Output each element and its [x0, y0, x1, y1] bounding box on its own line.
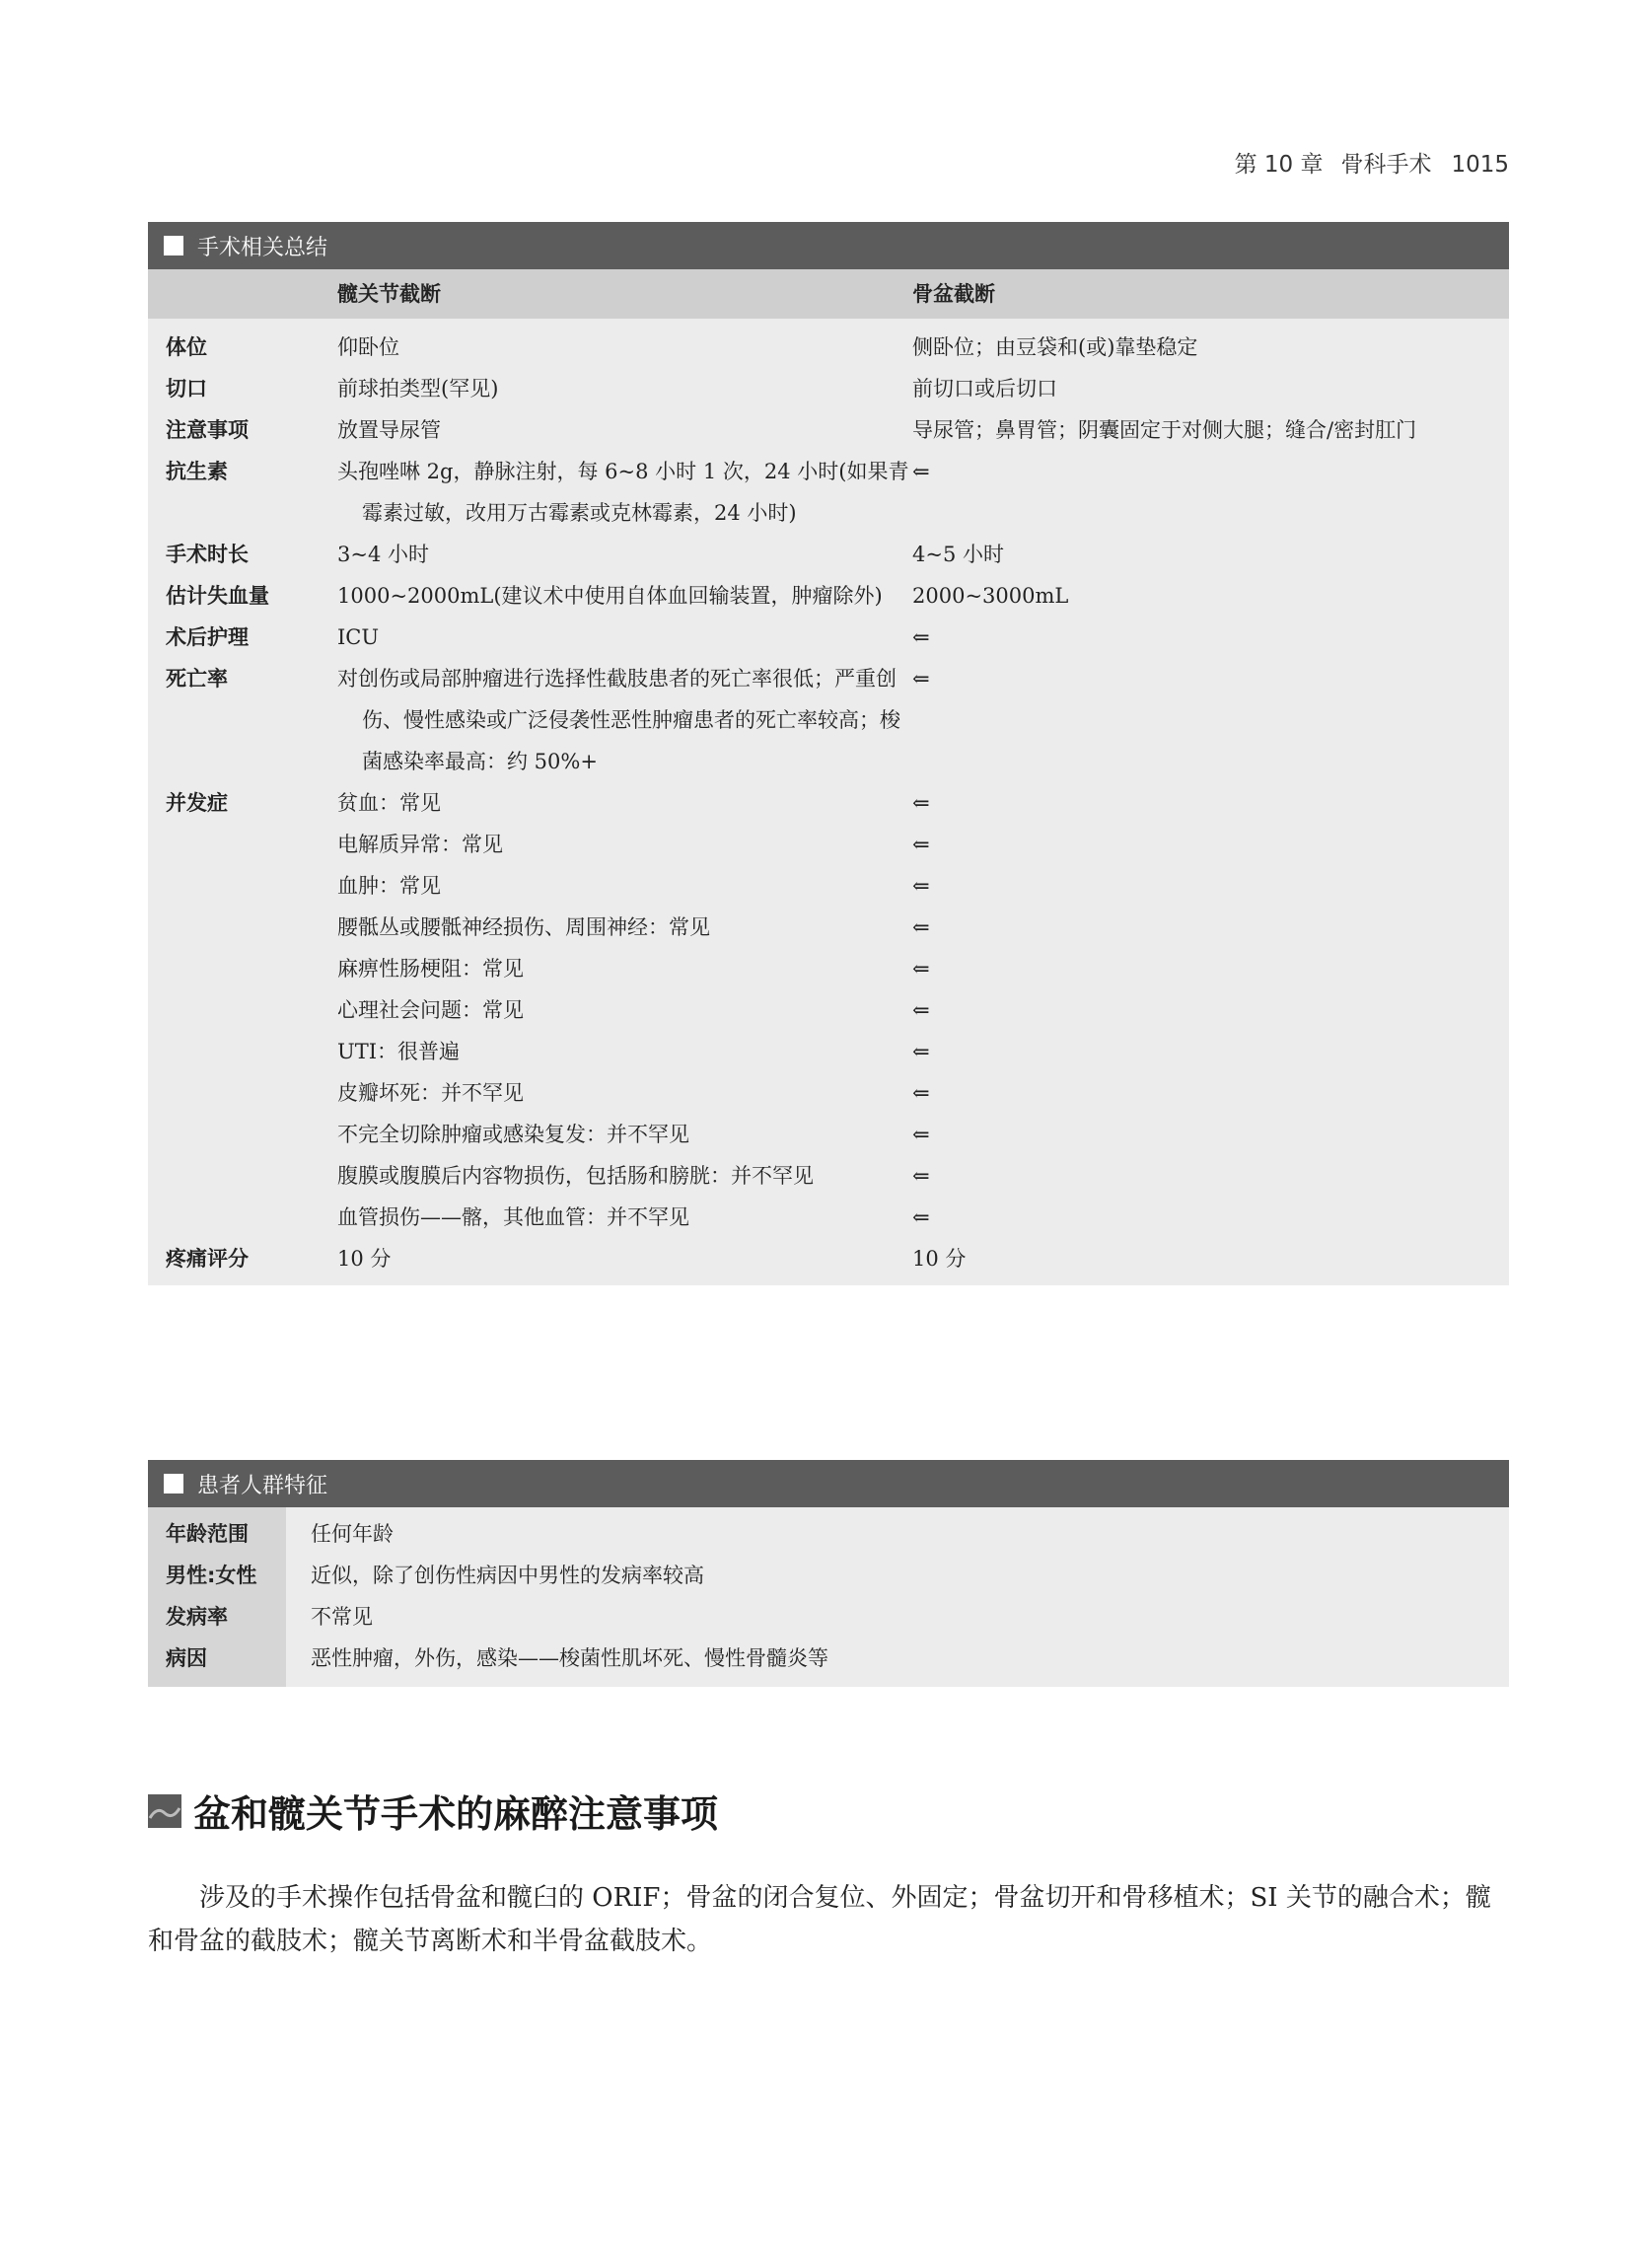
section-title: 盆和髋关节手术的麻醉注意事项 — [193, 1791, 719, 1836]
row-label: 疼痛评分 — [166, 1247, 249, 1271]
cell-line: 腰骶丛或腰骶神经损伤、周围神经：常见 — [337, 915, 710, 939]
patient-population-table — [148, 1507, 1509, 1687]
table-row — [148, 1555, 1509, 1596]
cell-line: 心理社会问题：常见 — [337, 998, 524, 1022]
hip-disarticulation-cell — [337, 782, 912, 1238]
cell-line: ⇐ — [912, 874, 930, 898]
cell-line: 放置导尿管 — [337, 418, 441, 442]
cell-line: 2000~3000mL — [912, 584, 1069, 608]
hip-disarticulation-cell — [337, 319, 912, 368]
cell-line: ⇐ — [912, 1123, 930, 1146]
row-label: 估计失血量 — [166, 584, 269, 608]
cell-line: UTI：很普遍 — [337, 1040, 461, 1063]
column-header: 髋关节截断 — [337, 269, 912, 319]
table-row — [148, 575, 1509, 617]
cell-line: 麻痹性肠梗阻：常见 — [337, 957, 524, 981]
cell-line: 头孢唑啉 2g，静脉注射，每 6~8 小时 1 次，24 小时(如果青霉素过敏，改用万古霉素或克林霉素，24 小时) — [337, 460, 909, 525]
cell-line: ⇐ — [912, 1205, 930, 1229]
cell-line: ⇐ — [912, 1164, 930, 1188]
table-row — [148, 1596, 1509, 1638]
table-row — [148, 782, 1509, 1238]
patient-population-title-bar — [148, 1460, 1509, 1507]
surgery-summary-box — [148, 222, 1509, 1285]
cell-line: 不完全切除肿瘤或感染复发：并不罕见 — [337, 1123, 689, 1146]
cell-line: ⇐ — [912, 791, 930, 815]
cell-line: 1000~2000mL(建议术中使用自体血回输装置，肿瘤除外) — [337, 584, 883, 608]
section-marker-icon — [148, 1794, 181, 1828]
table-row — [148, 409, 1509, 451]
row-label: 死亡率 — [166, 667, 228, 691]
patient-population-box — [148, 1460, 1509, 1687]
square-bullet-icon — [164, 236, 183, 255]
hemipelvectomy-cell — [912, 451, 1509, 534]
table-row — [148, 617, 1509, 658]
cell-line: 4~5 小时 — [912, 543, 1004, 566]
hip-disarticulation-cell — [337, 575, 912, 617]
surgery-summary-table — [148, 269, 1509, 1285]
cell-line: 血肿：常见 — [337, 874, 441, 898]
cell-line: ⇐ — [912, 833, 930, 856]
chapter-number: 第 10 章 — [1234, 152, 1324, 178]
row-label: 抗生素 — [166, 460, 228, 483]
row-value: 任何年龄 — [311, 1522, 394, 1546]
hip-disarticulation-cell — [337, 451, 912, 534]
page-header — [148, 146, 1509, 179]
square-bullet-icon — [164, 1474, 183, 1493]
table-row — [148, 319, 1509, 368]
cell-line: ⇐ — [912, 460, 930, 483]
cell-line: ⇐ — [912, 625, 930, 649]
table-row — [148, 368, 1509, 409]
hemipelvectomy-cell — [912, 409, 1509, 451]
cell-line: ICU — [337, 625, 380, 649]
column-header — [148, 269, 337, 319]
hemipelvectomy-cell — [912, 368, 1509, 409]
row-label: 年龄范围 — [148, 1507, 286, 1555]
section-heading — [148, 1784, 718, 1838]
table-row — [148, 451, 1509, 534]
hemipelvectomy-cell — [912, 534, 1509, 575]
hemipelvectomy-cell — [912, 617, 1509, 658]
row-label: 男性:女性 — [148, 1555, 286, 1596]
hip-disarticulation-cell — [337, 409, 912, 451]
cell-line: ⇐ — [912, 957, 930, 981]
column-header-row — [148, 269, 1509, 319]
cell-line: 3~4 小时 — [337, 543, 429, 566]
row-value: 不常见 — [311, 1605, 373, 1629]
cell-line: ⇐ — [912, 1040, 930, 1063]
row-label: 病因 — [148, 1638, 286, 1687]
column-header: 骨盆截断 — [912, 269, 1509, 319]
cell-line: 导尿管；鼻胃管；阴囊固定于对侧大腿；缝合/密封肛门 — [912, 418, 1417, 442]
cell-line: ⇐ — [912, 998, 930, 1022]
surgery-summary-title-bar — [148, 222, 1509, 269]
cell-line: ⇐ — [912, 1081, 930, 1105]
row-value: 恶性肿瘤，外伤，感染——梭菌性肌坏死、慢性骨髓炎等 — [311, 1646, 828, 1670]
table-row — [148, 1238, 1509, 1285]
hemipelvectomy-cell — [912, 319, 1509, 368]
row-label: 发病率 — [148, 1596, 286, 1638]
hip-disarticulation-cell — [337, 534, 912, 575]
cell-line: 前切口或后切口 — [912, 377, 1057, 401]
table-row — [148, 1638, 1509, 1687]
row-label: 手术时长 — [166, 543, 249, 566]
surgery-summary-title: 手术相关总结 — [197, 235, 328, 260]
cell-line: 皮瓣坏死：并不罕见 — [337, 1081, 524, 1105]
cell-line: 10 分 — [337, 1247, 392, 1271]
cell-line: 前球拍类型(罕见) — [337, 377, 499, 401]
hemipelvectomy-cell — [912, 575, 1509, 617]
row-label: 注意事项 — [166, 418, 249, 442]
cell-line: 侧卧位；由豆袋和(或)靠垫稳定 — [912, 335, 1198, 359]
hemipelvectomy-cell — [912, 1238, 1509, 1285]
row-label: 体位 — [166, 335, 207, 359]
table-row — [148, 534, 1509, 575]
hip-disarticulation-cell — [337, 368, 912, 409]
body-paragraph: 涉及的手术操作包括骨盆和髋臼的 ORIF；骨盆的闭合复位、外固定；骨盆切开和骨移植术；SI 关节的融合术；髋和骨盆的截肢术；髋关节离断术和半骨盆截肢术。 — [148, 1883, 1491, 1956]
table-row — [148, 1507, 1509, 1555]
row-label: 并发症 — [166, 791, 228, 815]
hemipelvectomy-cell — [912, 658, 1509, 782]
chapter-title: 骨科手术 — [1340, 152, 1432, 178]
hip-disarticulation-cell — [337, 658, 912, 782]
table-row — [148, 658, 1509, 782]
row-value: 近似，除了创伤性病因中男性的发病率较高 — [311, 1564, 704, 1587]
hip-disarticulation-cell — [337, 1238, 912, 1285]
cell-line: 电解质异常：常见 — [337, 833, 503, 856]
hip-disarticulation-cell — [337, 617, 912, 658]
cell-line: 10 分 — [912, 1247, 967, 1271]
cell-line: 血管损伤——髂，其他血管：并不罕见 — [337, 1205, 689, 1229]
cell-line: ⇐ — [912, 915, 930, 939]
row-label: 切口 — [166, 377, 207, 401]
hemipelvectomy-cell — [912, 782, 1509, 1238]
cell-line: 对创伤或局部肿瘤进行选择性截肢患者的死亡率很低；严重创伤、慢性感染或广泛侵袭性恶性肿瘤患者的死亡率较高；梭菌感染率最高：约 50%+ — [337, 667, 900, 773]
row-label: 术后护理 — [166, 625, 249, 649]
cell-line: 贫血：常见 — [337, 791, 441, 815]
cell-line: 腹膜或腹膜后内容物损伤，包括肠和膀胱：并不罕见 — [337, 1164, 814, 1188]
patient-population-title: 患者人群特征 — [197, 1473, 328, 1498]
cell-line: ⇐ — [912, 667, 930, 691]
page-number: 1015 — [1451, 152, 1509, 178]
cell-line: 仰卧位 — [337, 335, 399, 359]
